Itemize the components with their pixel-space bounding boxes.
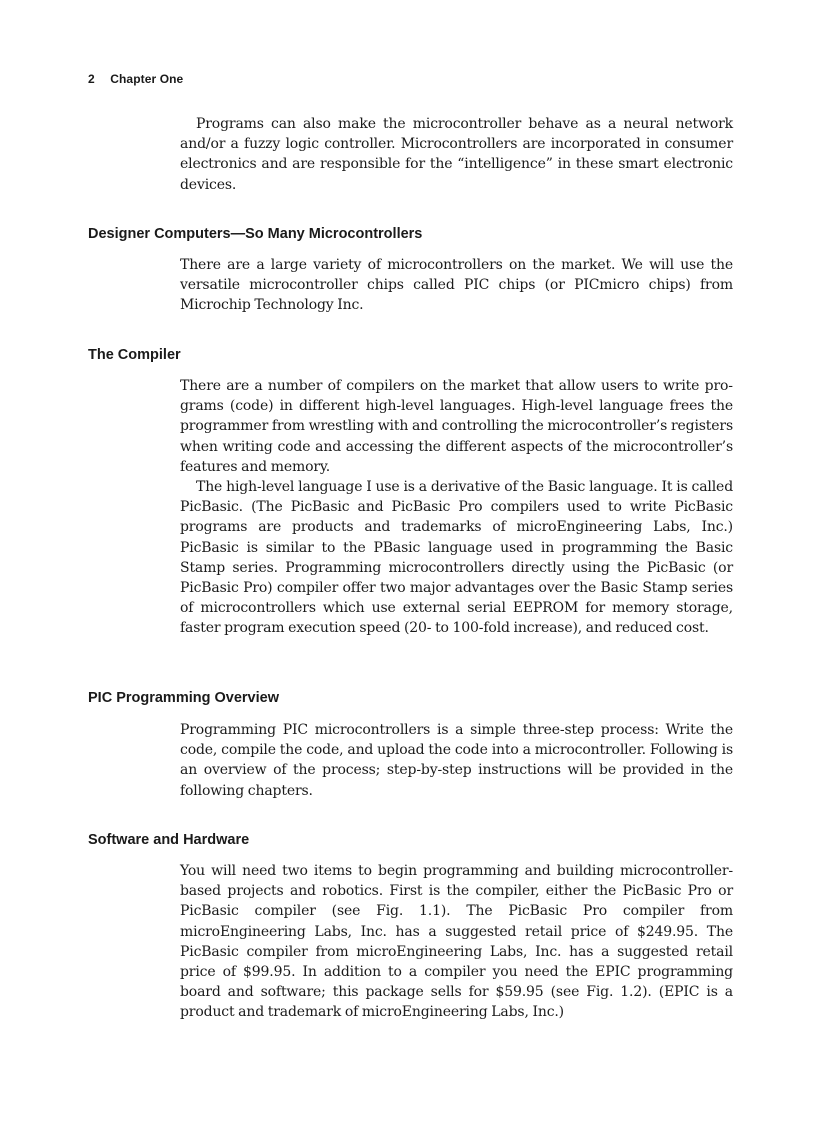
section-heading-compiler: The Compiler: [88, 347, 181, 363]
paragraph: There are a number of compilers on the market that allow users to write programs (code) in different high-level languages. High-level language frees the programmer from wrestling with and controlling the microcontroller’s registers when writing code and accessing the different aspects of the microcontroller’s features and memory.: [180, 378, 733, 475]
section-body-compiler: [180, 376, 733, 639]
section-heading-software-hardware: Software and Hardware: [88, 832, 250, 848]
chapter-title: Chapter One: [110, 72, 184, 86]
paragraph: You will need two items to begin programming and building microcontroller-based projects and robotics. First is the compiler, either the PicBasic Pro or PicBasic compiler (see Fig. 1.1). The PicBasic Pro compiler from microEngineering Labs, Inc. has a suggested retail price of $249.95. The PicBasic compiler from microEngineering Labs, Inc. has a suggested retail price of $99.95. In addition to a compiler you need the EPIC programming board and software; this package sells for $59.95 (see Fig. 1.2). (EPIC is a product and trademark of microEngineering Labs, Inc.): [180, 863, 733, 1021]
paragraph: Programming PIC microcontrollers is a simple three-step process: Write the code, compile the code, and upload the code into a microcontroller. Following is an overview of the process; step-by-step instructions will be provided in the following chapters.: [180, 722, 733, 799]
section-body-pic-programming: [180, 720, 733, 801]
section-heading-designer-computers: Designer Computers—So Many Microcontrollers: [88, 226, 423, 242]
paragraph: Programs can also make the microcontroller behave as a neural network and/or a fuzzy logic controller. Microcontrollers are incorporated in consumer electronics and are responsible for the “intelligence” in these smart electronic devices.: [180, 116, 733, 193]
paragraph: The high-level language I use is a derivative of the Basic language. It is called PicBasic. (The PicBasic and PicBasic Pro compilers used to write PicBasic programs are products and trademarks of microEngineering Labs, Inc.) PicBasic is similar to the PBasic language used in programming the Basic Stamp series. Programming microcontrollers directly using the PicBasic (or PicBasic Pro) compiler offer two major advantages over the Basic Stamp series of microcontrollers which use external serial EEPROM for memory storage, faster program execution speed (20- to 100-fold increase), and reduced cost.: [180, 479, 733, 637]
section-body-designer-computers: [180, 255, 733, 316]
page-number: 2: [88, 72, 95, 86]
section-heading-pic-programming: PIC Programming Overview: [88, 690, 279, 706]
intro-block: [180, 114, 733, 195]
paragraph: There are a large variety of microcontrollers on the market. We will use the versatile microcontroller chips called PIC chips (or PICmicro chips) from Microchip Technology Inc.: [180, 257, 733, 314]
section-body-software-hardware: [180, 861, 733, 1023]
running-head: [88, 72, 183, 86]
